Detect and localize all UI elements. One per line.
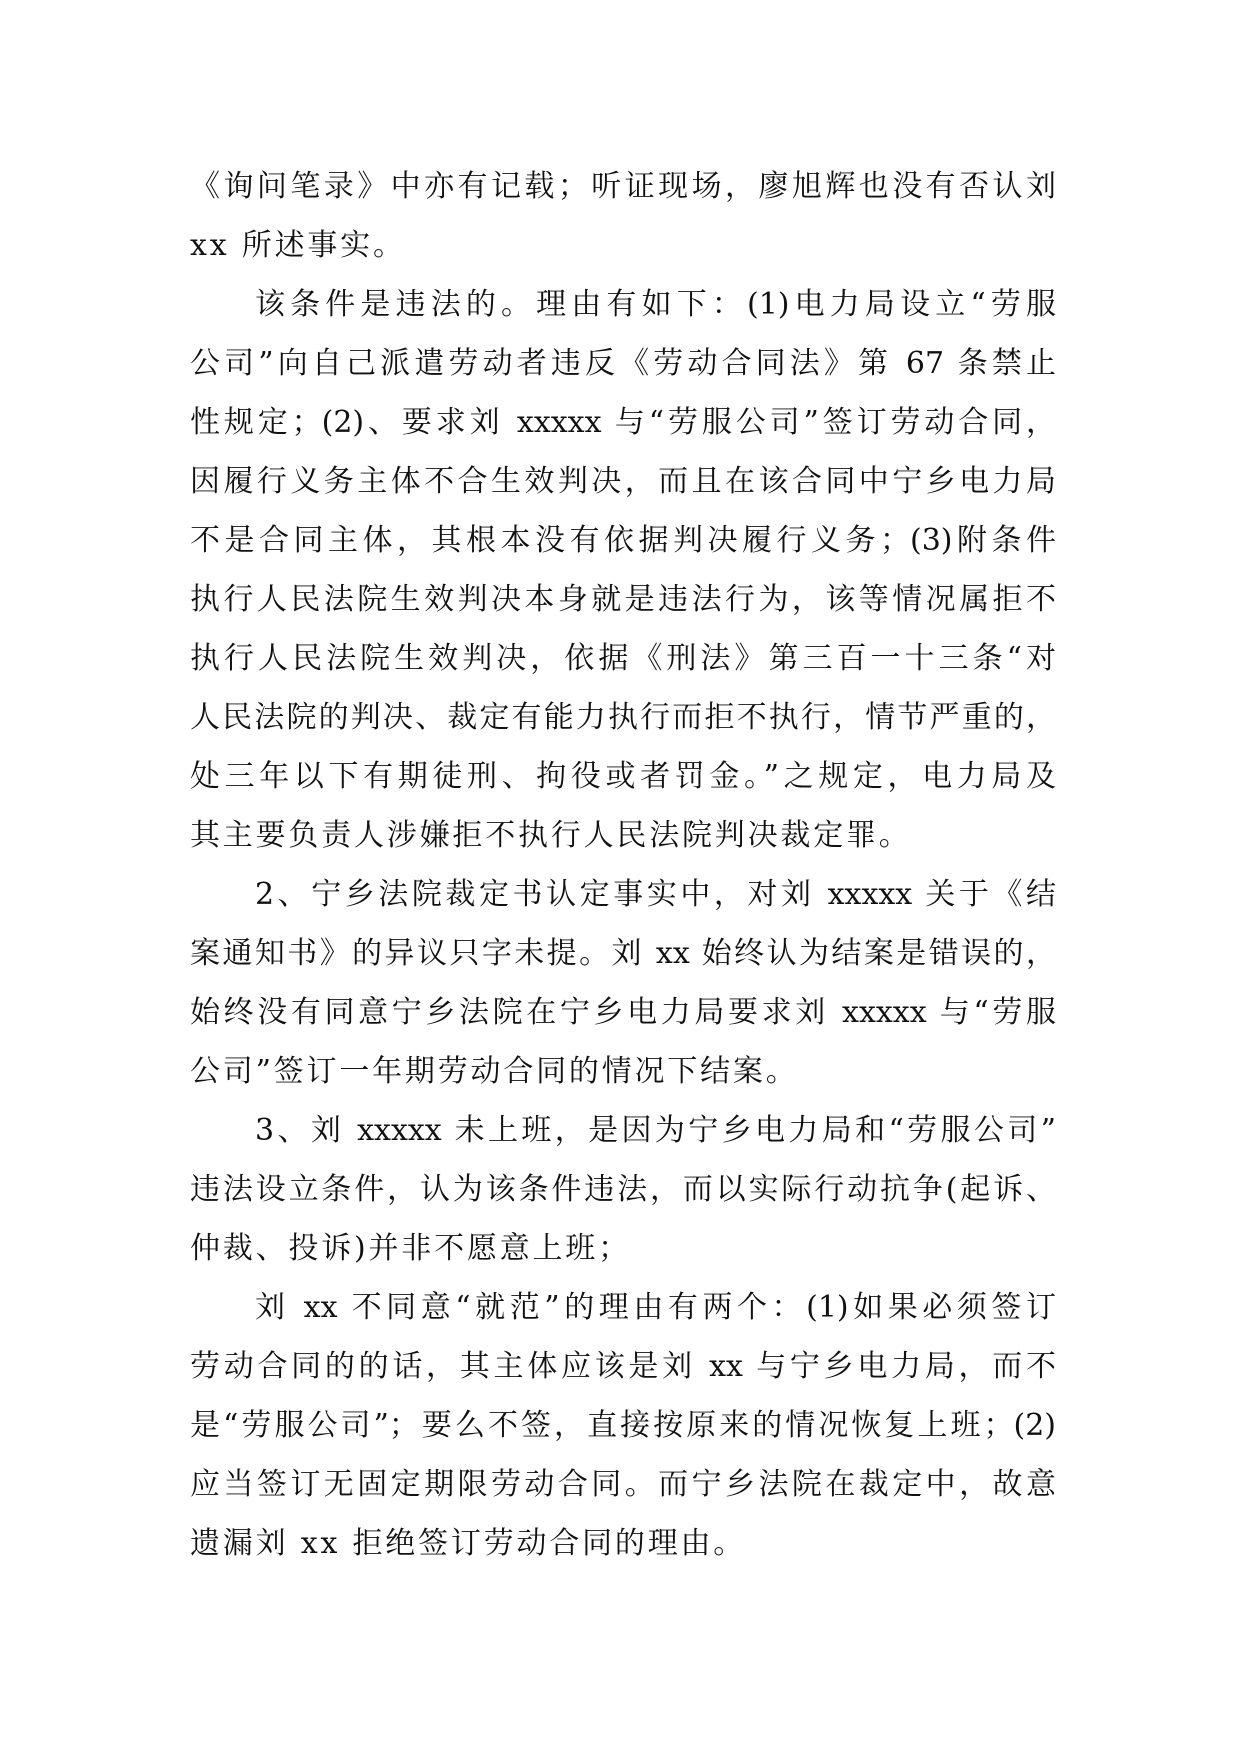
- text-line: 执行人民法院生效判决本身就是违法行为，该等情况属拒不: [190, 582, 1056, 617]
- text-line: 仲裁、投诉)并非不愿意上班；: [190, 1231, 631, 1266]
- paragraph: [190, 865, 1056, 1101]
- document-body: [190, 157, 1056, 1573]
- text-line: 该条件是违法的。理由有如下：(1)电力局设立“劳服: [255, 287, 1056, 322]
- text-line: 3、刘 xxxxx 未上班，是因为宁乡电力局和“劳服公司”: [255, 1113, 1056, 1148]
- paragraph: [190, 275, 1056, 865]
- text-line: 《询问笔录》中亦有记载；听证现场，廖旭辉也没有否认刘: [190, 169, 1056, 204]
- paragraph-continued: [190, 157, 1056, 275]
- text-line: xx 所述事实。: [190, 228, 406, 263]
- text-line: 其主要负责人涉嫌拒不执行人民法院判决裁定罪。: [190, 818, 912, 853]
- text-line: 公司”签订一年期劳动合同的情况下结案。: [190, 1054, 799, 1089]
- text-line: 是“劳服公司”；要么不签，直接按原来的情况恢复上班；(2): [190, 1408, 1056, 1443]
- text-line: 处三年以下有期徒刑、拘役或者罚金。”之规定，电力局及: [190, 759, 1056, 794]
- text-line: 因履行义务主体不合生效判决，而且在该合同中宁乡电力局: [190, 464, 1056, 499]
- paragraph: [190, 1101, 1056, 1278]
- text-line: 公司”向自己派遣劳动者违反《劳动合同法》第 67 条禁止: [190, 346, 1056, 381]
- text-line: 违法设立条件，认为该条件违法，而以实际行动抗争(起诉、: [190, 1172, 1056, 1207]
- text-line: 遗漏刘 xx 拒绝签订劳动合同的理由。: [190, 1526, 747, 1561]
- text-line: 刘 xx 不同意“就范”的理由有两个：(1)如果必须签订: [255, 1290, 1056, 1325]
- text-line: 案通知书》的异议只字未提。刘 xx 始终认为结案是错误的，: [190, 936, 1056, 971]
- text-line: 始终没有同意宁乡法院在宁乡电力局要求刘 xxxxx 与“劳服: [190, 995, 1056, 1030]
- paragraph: [190, 1278, 1056, 1573]
- text-line: 执行人民法院生效判决，依据《刑法》第三百一十三条“对: [190, 641, 1056, 676]
- text-line: 性规定；(2)、要求刘 xxxxx 与“劳服公司”签订劳动合同，: [190, 405, 1056, 440]
- text-line: 2、宁乡法院裁定书认定事实中，对刘 xxxxx 关于《结: [255, 877, 1056, 912]
- text-line: 劳动合同的的话，其主体应该是刘 xx 与宁乡电力局，而不: [190, 1349, 1056, 1384]
- text-line: 不是合同主体，其根本没有依据判决履行义务；(3)附条件: [190, 523, 1056, 558]
- text-line: 应当签订无固定期限劳动合同。而宁乡法院在裁定中，故意: [190, 1467, 1056, 1502]
- text-line: 人民法院的判决、裁定有能力执行而拒不执行，情节严重的，: [190, 700, 1056, 735]
